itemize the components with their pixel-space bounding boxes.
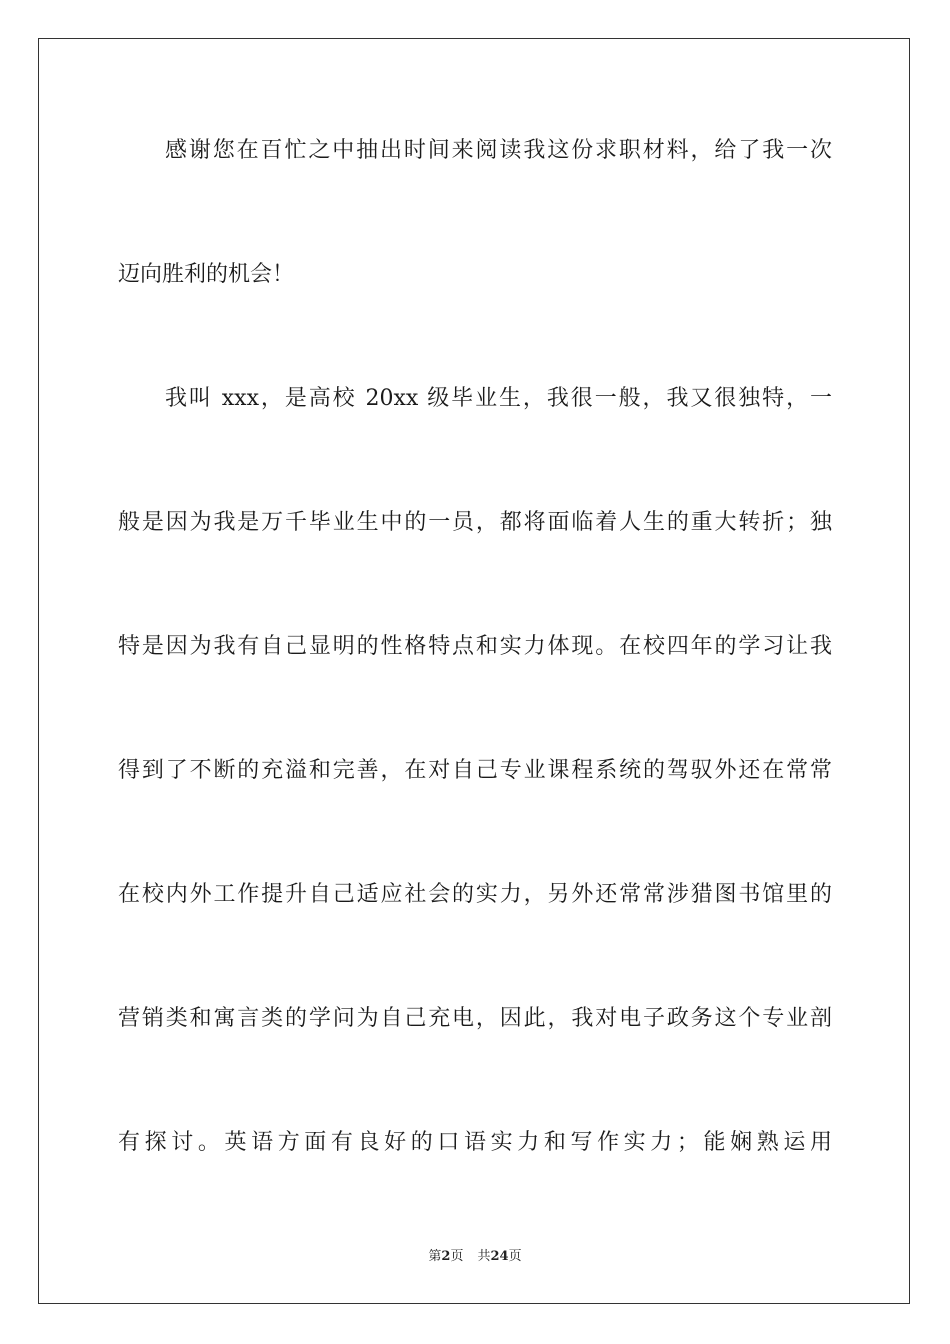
paragraph-line-4: 般是因为我是万千毕业生中的一员，都将面临着人生的重大转折；独 [118, 510, 832, 535]
total-prefix: 共 [477, 1249, 491, 1264]
paragraph-line-9: 有探讨。英语方面有良好的口语实力和写作实力；能娴熟运用 [118, 1130, 832, 1155]
paragraph-line-5: 特是因为我有自己显明的性格特点和实力体现。在校四年的学习让我 [118, 634, 832, 659]
total-suffix: 页 [508, 1249, 522, 1264]
page-footer [0, 1248, 950, 1266]
paragraph-line-8: 营销类和寓言类的学问为自己充电，因此，我对电子政务这个专业剖 [118, 1006, 832, 1031]
total-pages: 24 [490, 1249, 509, 1264]
paragraph-line-6: 得到了不断的充溢和完善，在对自己专业课程系统的驾驭外还在常常 [118, 758, 832, 783]
paragraph-line-2: 迈向胜利的机会！ [118, 262, 295, 287]
page-border [38, 38, 910, 1304]
page-prefix: 第 [428, 1249, 442, 1264]
paragraph-line-3: 我叫 xxx，是高校 20xx 级毕业生，我很一般，我又很独特，一 [165, 386, 832, 411]
page-number: 2 [441, 1249, 451, 1264]
paragraph-line-1: 感谢您在百忙之中抽出时间来阅读我这份求职材料，给了我一次 [165, 138, 832, 163]
page-suffix: 页 [450, 1249, 464, 1264]
paragraph-line-7: 在校内外工作提升自己适应社会的实力，另外还常常涉猎图书馆里的 [118, 882, 832, 907]
